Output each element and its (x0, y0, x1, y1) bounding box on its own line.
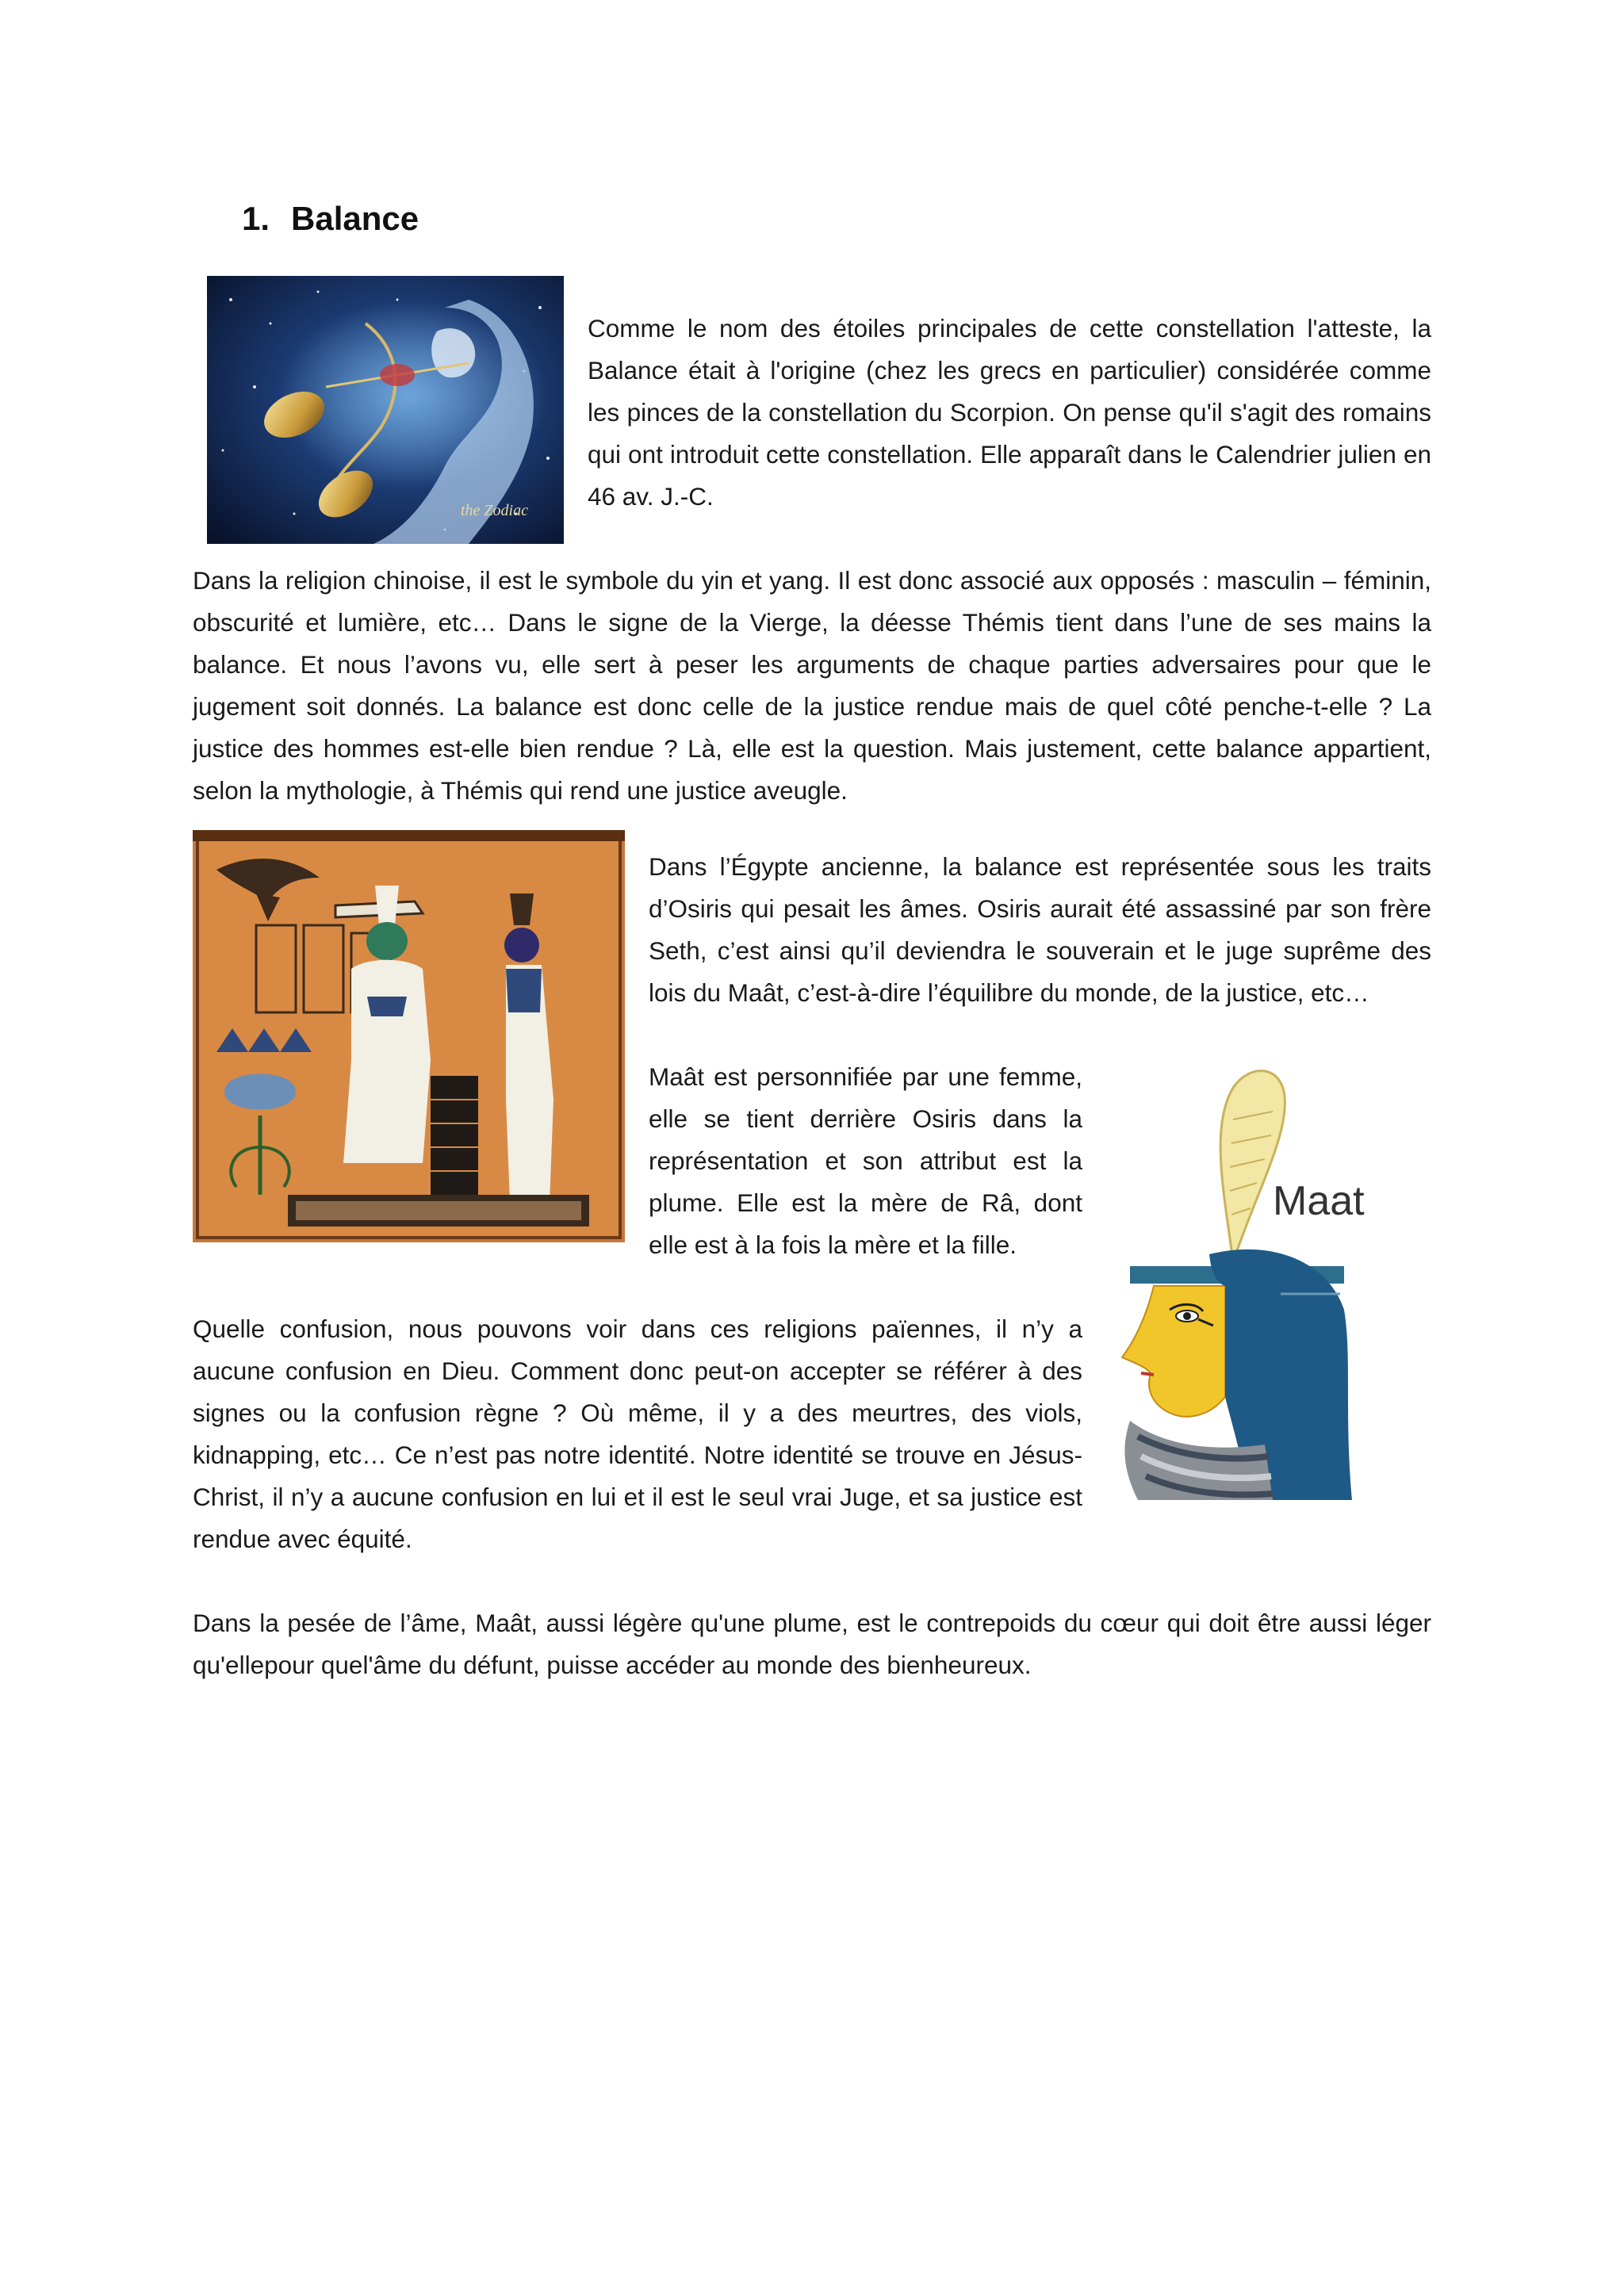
paragraph-egypt: Dans l’Égypte ancienne, la balance est représentée sous les traits d’Osiris qui pesait les âmes. Osiris aurait été assassiné par son frère Seth, c’est ainsi qu’il deviendra le souverain et le juge suprême des lois du Maât, c’est-à-dire l’équilibre du monde, de la justice, etc… (649, 852, 1431, 1007)
paragraph-chinese-religion: Dans la religion chinoise, il est le symbole du yin et yang. Il est donc associé aux opposés : masculin – féminin, obscurité et lumière, etc… Dans le signe de la Vierge, la déesse Thémis tient dans l’une de ses mains la balance. Et nous l’avons vu, elle sert à peser les arguments de chaque parties adversaires pour que le jugement soit donnés. La balance est donc celle de la justice rendue mais de quel côté penche-t-elle ? La justice des hommes est-elle bien rendue ? Là, elle est la question. Mais justement, cette balance appartient, selon la mythologie, à Thémis qui rend une justice aveugle. (193, 566, 1431, 805)
zodiac-caption: the Zodiac (461, 502, 528, 519)
heading-title: Balance (291, 200, 419, 237)
section-heading (242, 195, 1431, 243)
maat-label: Maat (1273, 1178, 1365, 1224)
heading-number: 1. (242, 200, 270, 237)
document-page (193, 0, 1431, 1686)
maat-goddess-image (1114, 1056, 1431, 1500)
paragraph-libra-origin: Comme le nom des étoiles principales de cette constellation l'atteste, la Balance était à l'origine (chez les grecs en particulier) considérée comme les pinces de la constellation du Scorpion. On pense qu'il s'agit des romains qui ont introduit cette constellation. Elle apparaît dans le Calendrier julien en 46 av. J.-C. (588, 314, 1431, 511)
libra-zodiac-image (207, 276, 564, 544)
paragraph-maat: Maât est personnifiée par une femme, elle se tient derrière Osiris dans la représentation et son attribut est la plume. Elle est la mère de Râ, dont elle est à la fois la mère et la fille. (649, 1062, 1082, 1259)
paragraph-confusion: Quelle confusion, nous pouvons voir dans ces religions païennes, il n’y a aucune confusion en Dieu. Comment donc peut-on accepter se référer à des signes ou la confusion règne ? Où même, il y a des meurtres, des viols, kidnapping, etc… Ce n’est pas notre identité. Notre identité se trouve en Jésus-Christ, il n’y a aucune confusion en lui et il est le seul vrai Juge, et sa justice est rendue avec équité. (193, 1314, 1082, 1553)
osiris-papyrus-image (193, 830, 625, 1242)
paragraph-weighing-soul: Dans la pesée de l’âme, Maât, aussi légère qu'une plume, est le contrepoids du cœur qui doit être aussi léger qu'ellepour quel'âme du défunt, puisse accéder au monde des bienheureux. (193, 1609, 1431, 1679)
